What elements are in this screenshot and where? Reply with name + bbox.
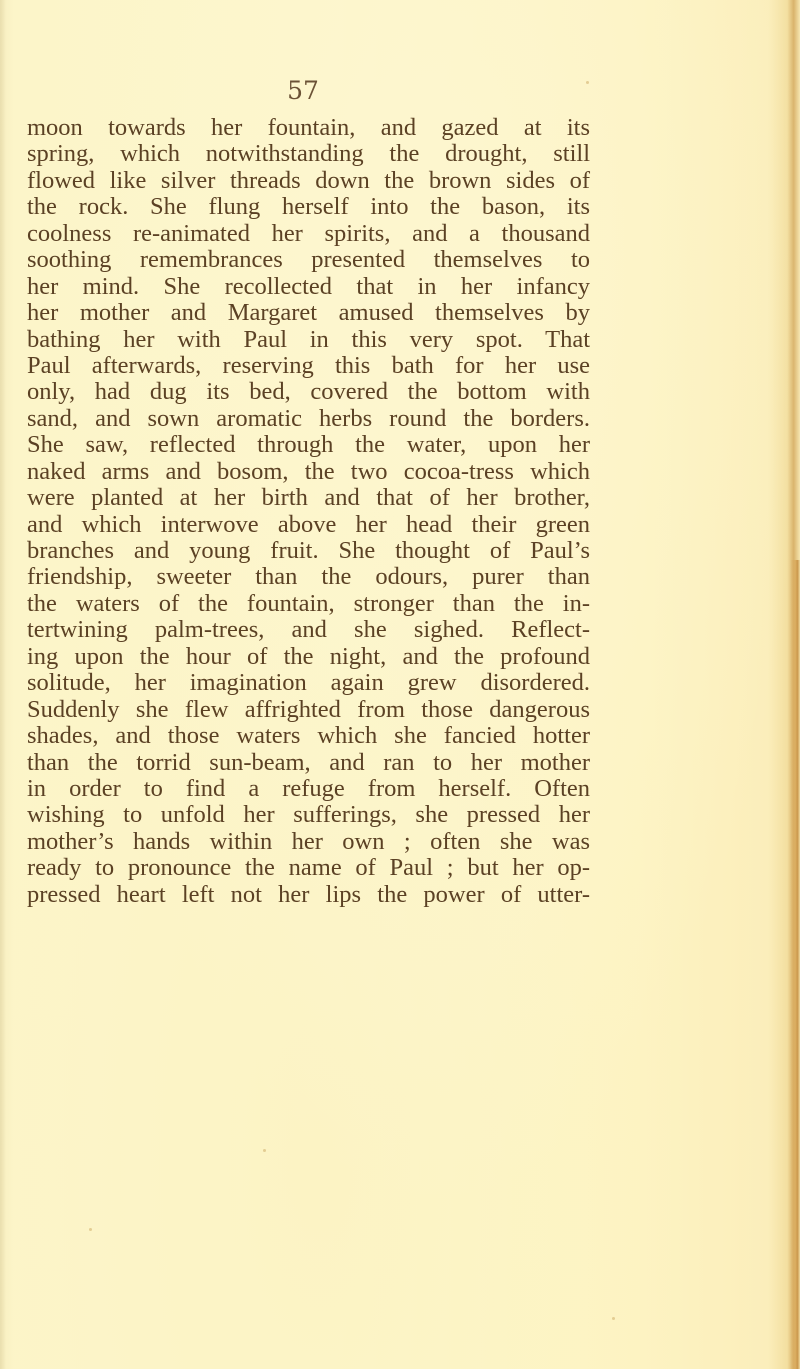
text-line: her mind. She recollected that in her infancy bbox=[27, 272, 590, 300]
text-line: her mother and Margaret amused themselves by bbox=[27, 299, 590, 327]
text-line: solitude, her imagination again grew disordered. bbox=[27, 669, 590, 697]
text-line: than the torrid sun-beam, and ran to her mother bbox=[27, 748, 590, 776]
page-number: 57 bbox=[287, 76, 319, 105]
page-left-edge bbox=[0, 0, 6, 1369]
text-line: branches and young fruit. She thought of Paul’s bbox=[27, 537, 590, 564]
paper-speck bbox=[612, 1317, 615, 1320]
text-line: and which interwove above her head their green bbox=[27, 510, 590, 538]
text-line: mother’s hands within her own ; often she was bbox=[27, 827, 590, 855]
text-line: spring, which notwithstanding the drought, still bbox=[27, 140, 590, 168]
text-line: ready to pronounce the name of Paul ; but her op- bbox=[27, 854, 590, 882]
paper-speck bbox=[89, 1228, 92, 1231]
text-line: tertwining palm-trees, and she sighed. Reflect- bbox=[27, 616, 590, 644]
text-line: bathing her with Paul in this very spot. That bbox=[27, 325, 590, 353]
text-line: ing upon the hour of the night, and the profound bbox=[27, 642, 590, 670]
text-line: naked arms and bosom, the two cocoa-tress which bbox=[27, 457, 590, 485]
text-line: soothing remembrances presented themselves to bbox=[27, 246, 590, 274]
text-line: Paul afterwards, reserving this bath for her use bbox=[27, 351, 590, 379]
text-line: only, had dug its bed, covered the bottom with bbox=[27, 378, 590, 406]
text-line: sand, and sown aromatic herbs round the borders. bbox=[27, 404, 590, 432]
text-line: shades, and those waters which she fancied hotter bbox=[27, 722, 590, 750]
text-line: were planted at her birth and that of her brother, bbox=[27, 484, 590, 512]
text-line: the rock. She flung herself into the bason, its bbox=[27, 193, 590, 221]
text-line: friendship, sweeter than the odours, purer than bbox=[27, 563, 590, 591]
paper-speck bbox=[263, 1149, 266, 1152]
text-line: the waters of the fountain, stronger than the in- bbox=[27, 589, 590, 617]
text-line: flowed like silver threads down the brown sides of bbox=[27, 166, 590, 194]
body-text bbox=[27, 115, 590, 908]
text-line: pressed heart left not her lips the power of utter- bbox=[27, 880, 590, 908]
text-line: coolness re-animated her spirits, and a thousand bbox=[27, 219, 590, 247]
paper-speck bbox=[586, 81, 589, 84]
text-line: in order to find a refuge from herself. Often bbox=[27, 774, 590, 802]
text-line: moon towards her fountain, and gazed at its bbox=[27, 114, 590, 141]
text-line: Suddenly she flew affrighted from those dangerous bbox=[27, 695, 590, 723]
page-right-edge bbox=[790, 560, 800, 1369]
text-line: She saw, reflected through the water, upon her bbox=[27, 431, 590, 459]
text-line: wishing to unfold her sufferings, she pressed her bbox=[27, 801, 590, 829]
